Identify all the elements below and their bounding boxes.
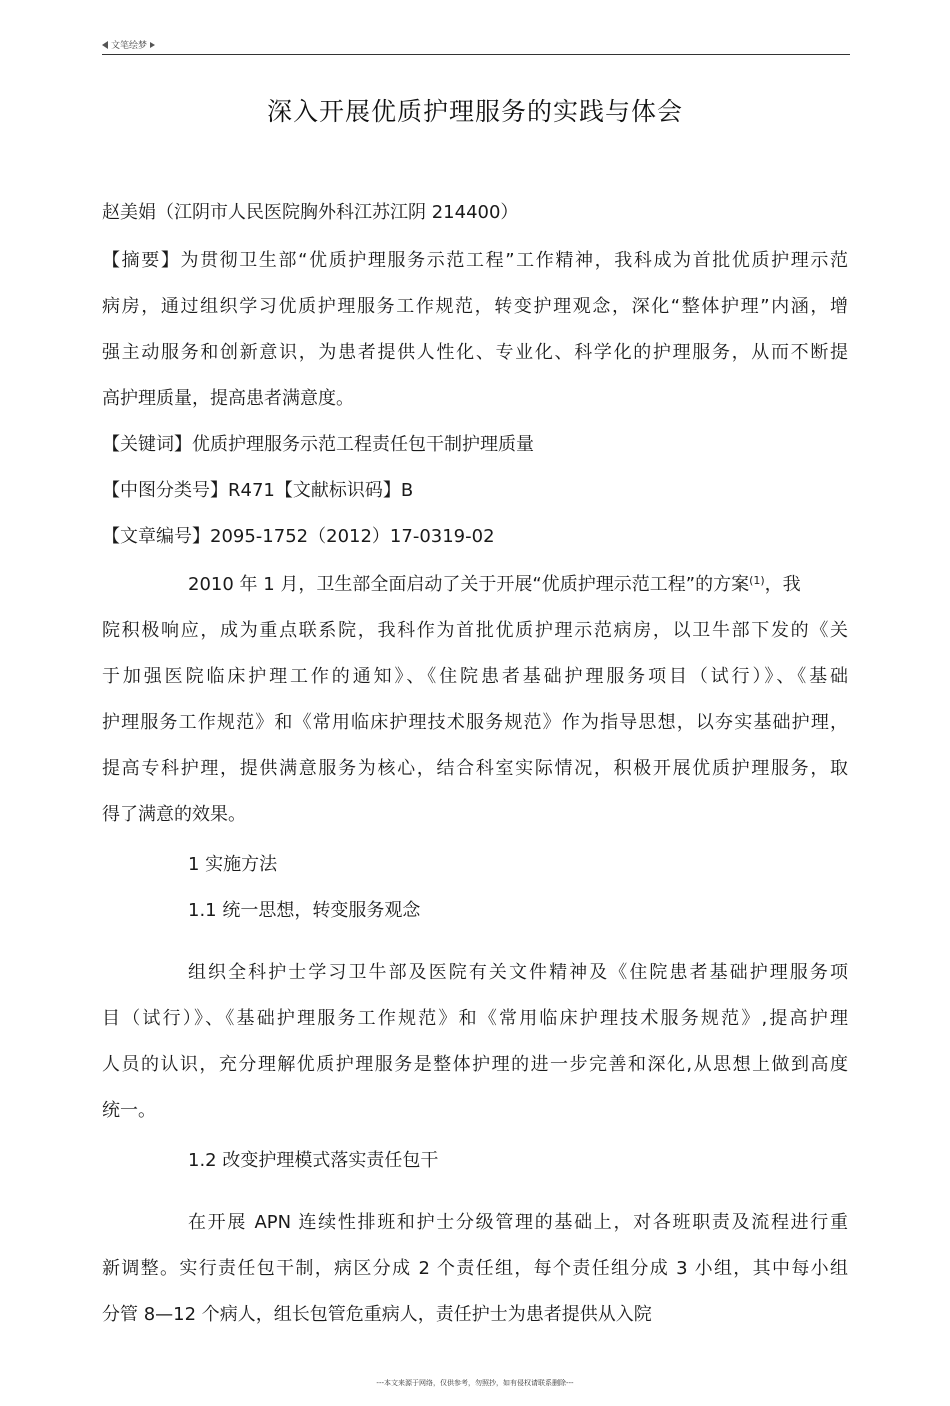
intro-line: 护理服务工作规范》和《常用临床护理技术服务规范》作为指导思想，以夯实基础护理， — [102, 712, 848, 733]
footer-disclaimer: ---本文来源于网络，仅供参考，勿照抄，如有侵权请联系删除--- — [376, 1379, 574, 1387]
intro-line: 得了满意的效果。 — [102, 804, 246, 825]
abstract-line: 【摘要】为贯彻卫生部“优质护理服务示范工程”工作精神，我科成为首批优质护理示范 — [102, 250, 848, 271]
paragraph-line: 目（试行）》、《基础护理服务工作规范》和《常用临床护理技术服务规范》,提高护理 — [102, 1008, 848, 1029]
paragraph-line: 人员的认识，充分理解优质护理服务是整体护理的进一步完善和深化,从思想上做到高度 — [102, 1054, 848, 1075]
intro-first-line — [188, 570, 801, 596]
subsection-heading: 1.1 统一思想，转变服务观念 — [188, 900, 421, 921]
abstract-line: 病房，通过组织学习优质护理服务工作规范，转变护理观念，深化“整体护理”内涵，增 — [102, 296, 848, 317]
header-mark — [102, 38, 155, 51]
author-line: 赵美娟（江阴市人民医院胸外科江苏江阴 214400） — [102, 202, 519, 223]
paragraph-line: 组织全科护士学习卫牛部及医院有关文件精神及《住院患者基础护理服务项 — [188, 962, 848, 983]
subsection-heading: 1.2 改变护理模式落实责任包干 — [188, 1150, 439, 1171]
paragraph-line: 在开展 APN 连续性排班和护士分级管理的基础上，对各班职责及流程进行重 — [188, 1212, 848, 1233]
intro-line: 提高专科护理，提供满意服务为核心，结合科室实际情况，积极开展优质护理服务，取 — [102, 758, 848, 779]
abstract-line: 高护理质量，提高患者满意度。 — [102, 388, 354, 409]
paragraph-line: 分管 8—12 个病人，组长包管危重病人，责任护士为患者提供从入院 — [102, 1304, 652, 1325]
intro-text: 2010 年 1 月，卫生部全面启动了关于开展“优质护理示范工程”的方案 — [188, 574, 750, 595]
section-heading: 1 实施方法 — [188, 854, 278, 875]
intro-line: 于加强医院临床护理工作的通知》、《住院患者基础护理服务项目（试行）》、《基础 — [102, 666, 848, 687]
header-divider — [102, 54, 850, 55]
header-mark-text: 文笔绘梦 — [111, 41, 148, 51]
keywords-line: 【关键词】优质护理服务示范工程责任包干制护理质量 — [102, 434, 534, 455]
citation-ref: (1) — [749, 574, 765, 587]
abstract-line: 强主动服务和创新意识，为患者提供人性化、专业化、科学化的护理服务，从而不断提 — [102, 342, 848, 363]
document-title: 深入开展优质护理服务的实践与体会 — [266, 97, 683, 126]
intro-text: ，我 — [764, 574, 801, 595]
intro-line: 院积极响应，成为重点联系院，我科作为首批优质护理示范病房，以卫牛部下发的《关 — [102, 620, 848, 641]
paragraph-line: 统一。 — [102, 1100, 156, 1121]
paragraph-line: 新调整。实行责任包干制，病区分成 2 个责任组，每个责任组分成 3 小组，其中每小组 — [102, 1258, 848, 1279]
triangle-left-icon — [102, 41, 108, 49]
classification-line: 【中图分类号】R471【文献标识码】B — [102, 480, 414, 501]
triangle-right-icon — [150, 42, 155, 48]
article-number-line: 【文章编号】2095-1752（2012）17-0319-02 — [102, 526, 495, 547]
